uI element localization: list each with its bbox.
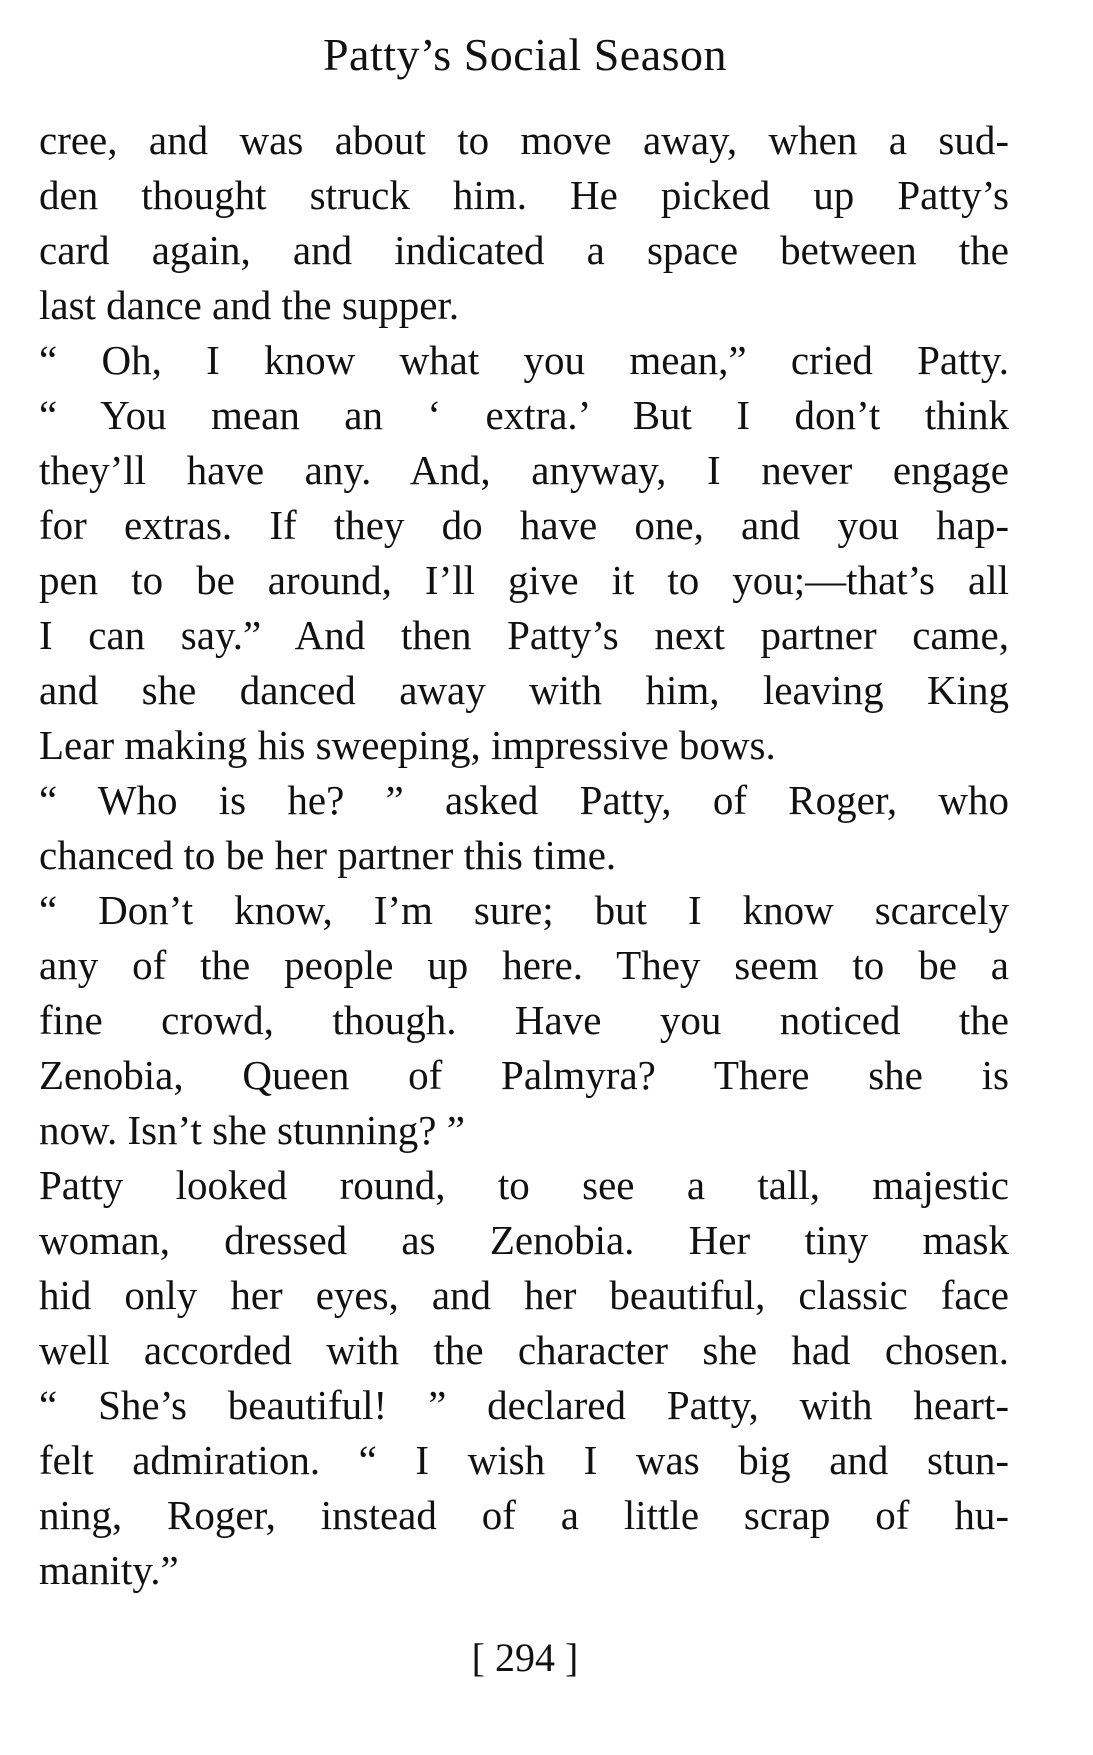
text-line: Lear making his sweeping, impressive bows. [39,722,776,768]
text-line: chanced to be her partner this time. [39,832,617,878]
text-line: Zenobia, Queen of Palmyra? There she is [39,1052,1009,1098]
text-line: well accorded with the character she had chosen. [39,1327,1009,1373]
text-line: felt admiration. “ I wish I was big and stun- [39,1437,1009,1483]
text-line: fine crowd, though. Have you noticed the [39,997,1009,1043]
text-line: card again, and indicated a space between the [39,227,1009,273]
text-line: “ Who is he? ” asked Patty, of Roger, who [39,777,1009,823]
text-line: “ You mean an ‘ extra.’ But I don’t think [39,392,1009,438]
text-line: manity.” [39,1547,179,1593]
text-line: I can say.” And then Patty’s next partner came, [39,612,1009,658]
text-line: last dance and the supper. [39,282,460,328]
text-line: hid only her eyes, and her beautiful, classic face [39,1272,1009,1318]
page-number: [ 294 ] [471,1635,579,1680]
text-line: ning, Roger, instead of a little scrap of hu- [39,1492,1009,1538]
text-line: they’ll have any. And, anyway, I never engage [39,447,1009,493]
text-line: for extras. If they do have one, and you hap- [39,502,1009,548]
text-line: woman, dressed as Zenobia. Her tiny mask [39,1217,1009,1263]
text-line: pen to be around, I’ll give it to you;—that’s all [39,557,1009,603]
running-head: Patty’s Social Season [322,29,728,80]
text-line: Patty looked round, to see a tall, majestic [39,1162,1009,1208]
text-line: “ Oh, I know what you mean,” cried Patty. [39,337,1009,383]
text-line: den thought struck him. He picked up Patty’s [39,172,1009,218]
text-line: “ She’s beautiful! ” declared Patty, with heart- [39,1382,1009,1428]
text-line: cree, and was about to move away, when a sud- [39,117,1009,163]
text-line: now. Isn’t she stunning? ” [39,1107,465,1153]
body-text [39,113,1009,1598]
text-line: “ Don’t know, I’m sure; but I know scarcely [39,887,1009,933]
text-line: any of the people up here. They seem to be a [39,942,1009,988]
text-line: and she danced away with him, leaving King [39,667,1009,713]
